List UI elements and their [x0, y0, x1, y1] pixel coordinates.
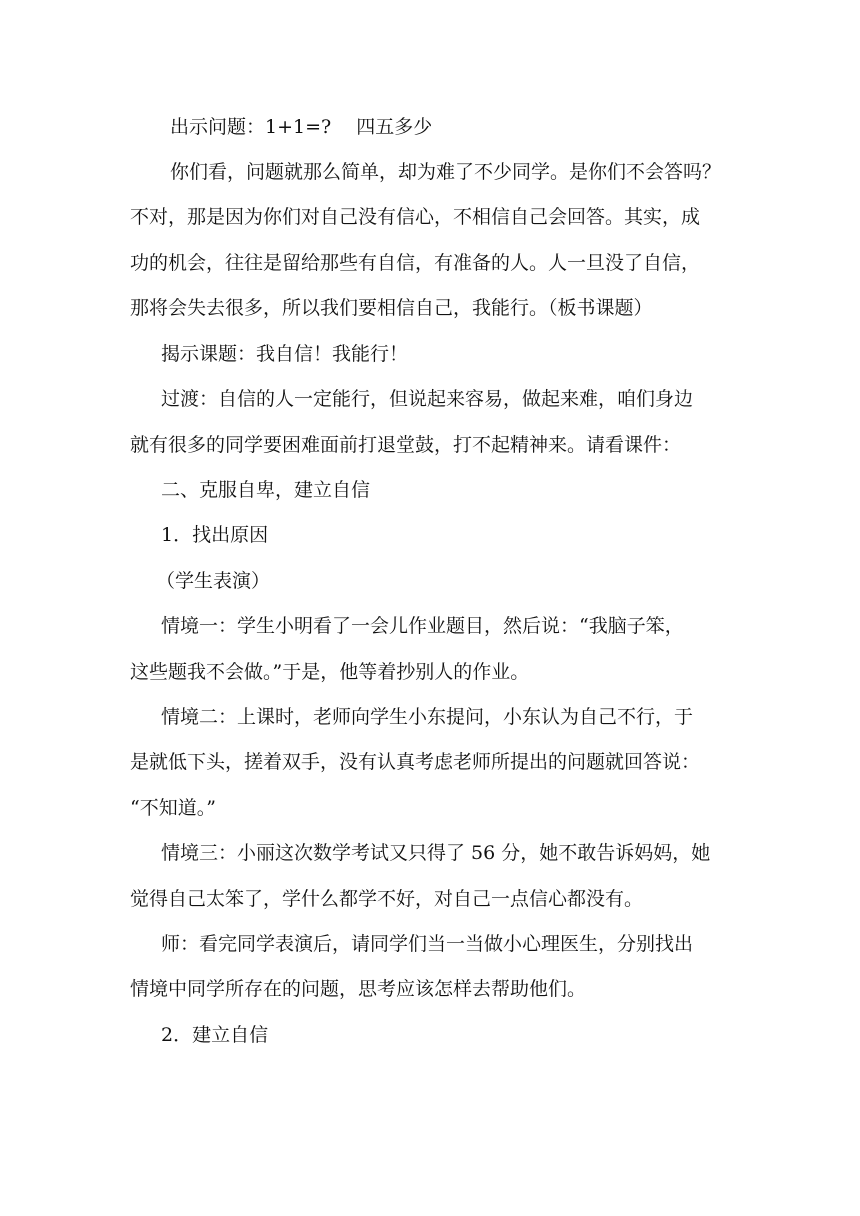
- section-heading: 二、克服自卑，建立自信: [161, 479, 371, 501]
- text-line: 情境中同学所存在的问题，思考应该怎样去帮助他们。: [130, 978, 587, 1000]
- text-line: 不对，那是因为你们对自己没有信心，不相信自己会回答。其实，成: [130, 206, 701, 228]
- text-line: “不知道。”: [130, 797, 216, 819]
- text-line: 觉得自己太笨了，学什么都学不好，对自己一点信心都没有。: [130, 888, 644, 910]
- text-line-scenario-3: 情境三：小丽这次数学考试又只得了 56 分，她不敢告诉妈妈，她: [161, 842, 711, 864]
- text-line-scenario-2: 情境二：上课时，老师向学生小东提问，小东认为自己不行，于: [161, 706, 694, 728]
- text-line: 你们看，问题就那么简单，却为难了不少同学。是你们不会答吗？: [170, 161, 722, 183]
- text-line: 过渡：自信的人一定能行，但说起来容易，做起来难，咱们身边: [161, 388, 694, 410]
- text-line: 就有很多的同学要困难面前打退堂鼓，打不起精神来。请看课件：: [130, 434, 682, 456]
- text-line: 那将会失去很多，所以我们要相信自己，我能行。（板书课题）: [130, 297, 653, 319]
- text-line-problem: 出示问题：1+1=? 四五多少: [170, 116, 433, 138]
- text-line-teacher: 师：看完同学表演后，请同学们当一当做小心理医生，分别找出: [161, 933, 694, 955]
- text-line: 功的机会，往往是留给那些有自信，有准备的人。人一旦没了自信，: [130, 252, 701, 274]
- subsection-heading: 2．建立自信: [161, 1024, 269, 1046]
- text-line: 这些题我不会做。”于是，他等着抄别人的作业。: [130, 661, 530, 683]
- text-line-topic: 揭示课题：我自信！我能行！: [161, 343, 409, 365]
- subsection-heading: 1．找出原因: [161, 524, 269, 546]
- text-line-scenario-1: 情境一：学生小明看了一会儿作业题目，然后说：“我脑子笨，: [161, 615, 684, 637]
- text-line: 是就低下头，搓着双手，没有认真考虑老师所提出的问题就回答说：: [130, 751, 701, 773]
- text-line: （学生表演）: [156, 570, 271, 592]
